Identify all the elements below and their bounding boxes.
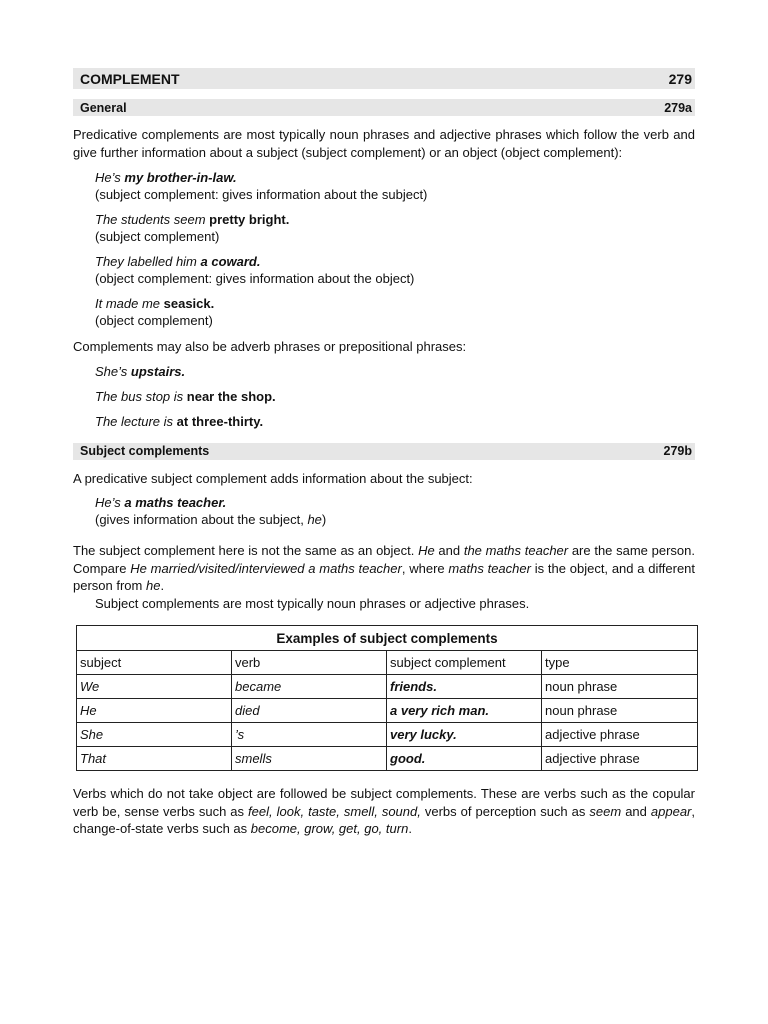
cell-complement: friends.: [387, 675, 542, 699]
adverb-example: [95, 413, 695, 430]
note-text: (gives information about the subject,: [95, 512, 308, 527]
text-run: The subject complement here is not the same as an object.: [73, 543, 419, 558]
example-text: The lecture is: [95, 413, 177, 429]
section-number: 279b: [663, 444, 692, 458]
cell-type: noun phrase: [542, 675, 698, 699]
example-emphasis: my brother-in-law: [124, 170, 233, 185]
example-period: .: [222, 495, 227, 510]
example-text: She’s: [95, 363, 131, 379]
cell-type: adjective phrase: [542, 723, 698, 747]
cell-subject: We: [77, 675, 232, 699]
example-note: (subject complement): [95, 229, 220, 244]
examples-table: [76, 625, 698, 771]
example-text: He’s: [95, 495, 125, 510]
adverb-intro: Complements may also be adverb phrases or prepositional phrases:: [73, 339, 467, 354]
closing-paragraph: [73, 785, 695, 838]
italic-run: seem: [589, 803, 622, 819]
italic-run: maths teacher: [448, 560, 531, 576]
section-number: 279a: [664, 100, 692, 115]
example-text: It made me: [95, 296, 164, 311]
text-run: .: [408, 821, 412, 836]
table-row: [77, 747, 698, 771]
column-header: subject complement: [387, 651, 542, 675]
text-run: , change-of-state verbs such as: [73, 803, 696, 836]
example-text: They labelled him: [95, 254, 201, 269]
example-block: [95, 253, 695, 287]
cell-verb: died: [232, 699, 387, 723]
cell-verb: became: [232, 675, 387, 699]
subject-explanation: [73, 542, 695, 595]
text-run: are the same person. Compare: [73, 543, 695, 576]
chapter-number: 279: [668, 70, 692, 87]
cell-type: adjective phrase: [542, 747, 698, 771]
example-period: .: [259, 413, 264, 429]
cell-subject: She: [77, 723, 232, 747]
example-emphasis: a maths teacher: [124, 495, 223, 510]
cell-complement: very lucky.: [387, 723, 542, 747]
italic-run: become, grow, get, go, turn: [250, 821, 409, 836]
example-emphasis: a coward: [200, 254, 257, 269]
example-period: .: [256, 254, 261, 269]
general-intro: Predicative complements are most typically noun phrases and adjective phrases which follow the verb and give further information about a subject (subject complement) or an object (object complement):: [73, 127, 695, 160]
example-emphasis: pretty bright: [209, 212, 286, 227]
table-header-row: [77, 651, 698, 675]
example-period: .: [272, 388, 276, 404]
cell-type: noun phrase: [542, 699, 698, 723]
cell-subject: That: [77, 747, 232, 771]
text-run: is the object, and a different person from: [73, 560, 696, 593]
cell-verb: smells: [232, 747, 387, 771]
example-note: (object complement): [95, 313, 213, 328]
example-period: .: [285, 212, 290, 227]
text-run: verbs of perception such as: [420, 803, 590, 819]
italic-run: He married/visited/interviewed a maths teacher: [130, 560, 402, 576]
example-text: The students seem: [95, 212, 210, 227]
column-header: verb: [232, 651, 387, 675]
example-block: [95, 295, 695, 329]
italic-run: the maths teacher: [463, 543, 569, 558]
italic-run: appear: [650, 803, 692, 819]
chapter-header: [73, 68, 695, 89]
section-header-general: [73, 99, 695, 116]
example-text: He’s: [95, 170, 125, 185]
section-title: General: [80, 100, 127, 115]
example-emphasis: upstairs: [130, 363, 182, 379]
chapter-title: COMPLEMENT: [80, 70, 180, 87]
example-note: [95, 511, 695, 528]
example-emphasis: at three-thirty: [176, 413, 260, 429]
example-text: The bus stop is: [95, 388, 187, 404]
example-block: [95, 211, 695, 245]
text-run: and: [621, 803, 651, 819]
subject-summary: Subject complements are most typically noun phrases or adjective phrases.: [95, 595, 530, 611]
cell-verb: ’s: [232, 723, 387, 747]
example-period: .: [232, 170, 237, 185]
example-block: [95, 169, 695, 203]
subject-intro: A predicative subject complement adds information about the subject:: [73, 470, 473, 486]
italic-run: He: [418, 543, 435, 558]
cell-complement: good.: [387, 747, 542, 771]
section-header-subject: [73, 443, 695, 460]
example-note: (subject complement: gives information about the subject): [95, 187, 428, 202]
column-header: subject: [77, 651, 232, 675]
adverb-example: [95, 388, 695, 405]
example-emphasis: near the shop: [186, 388, 273, 404]
cell-subject: He: [77, 699, 232, 723]
adverb-example: [95, 363, 695, 380]
column-header: type: [542, 651, 698, 675]
italic-run: feel, look, taste, smell, sound,: [248, 803, 421, 819]
example-block: [95, 494, 695, 528]
page-content: [73, 68, 695, 838]
text-run: Verbs which do not take object are followed be subject complements. These are verbs such as the copular verb be, sense verbs such as: [73, 786, 695, 819]
note-italic: he: [307, 512, 322, 527]
table-row: [77, 699, 698, 723]
example-period: .: [181, 363, 186, 379]
table-caption: Examples of subject complements: [77, 626, 698, 651]
text-run: .: [160, 578, 165, 593]
table-row: [77, 723, 698, 747]
cell-complement: a very rich man.: [387, 699, 542, 723]
example-period: .: [210, 296, 215, 311]
text-run: , where: [401, 560, 449, 576]
section-title: Subject complements: [80, 444, 210, 458]
text-run: and: [434, 543, 464, 558]
italic-run: he: [145, 578, 161, 593]
example-note: (object complement: gives information about the object): [95, 271, 415, 286]
note-close: ): [321, 512, 327, 527]
example-emphasis: seasick: [163, 296, 211, 311]
table-row: [77, 675, 698, 699]
